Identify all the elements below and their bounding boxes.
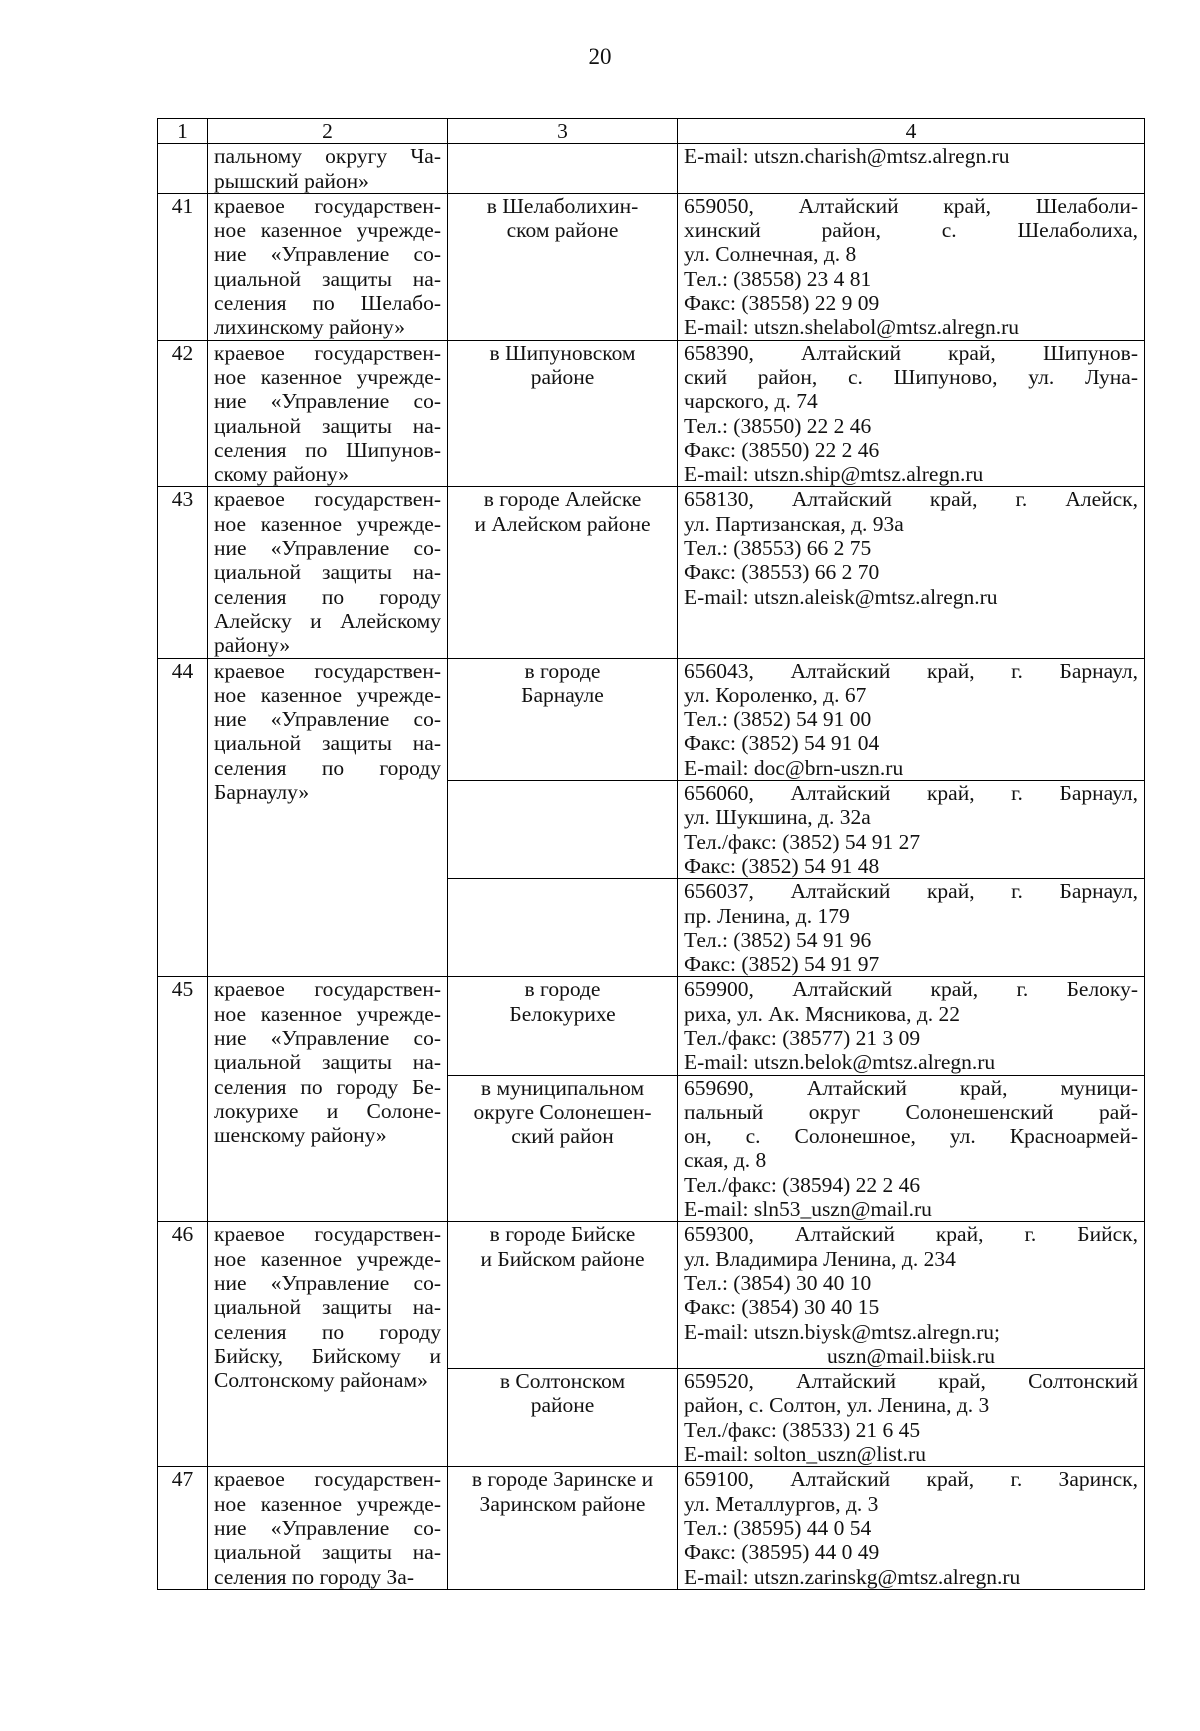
address-text: риха, ул. Ак. Мясникова, д. 22 — [684, 1001, 961, 1026]
organization-name-line: циальной защиты на- — [214, 1295, 441, 1320]
address-text: пальный округ Солонешенский рай- — [684, 1099, 1138, 1124]
organization-name-line: селения по городу — [214, 584, 441, 609]
phone-text: Тел./факс: (38533) 21 6 45 — [684, 1417, 921, 1442]
service-area — [448, 879, 678, 977]
fax-text: Факс: (38595) 44 0 49 — [684, 1540, 880, 1565]
organization-name-line: ние «Управление со- — [214, 389, 441, 414]
email-text: E-mail: solton_uszn@list.ru — [684, 1442, 926, 1467]
table-body — [158, 144, 1145, 1590]
address-text: ский район, с. Шипуново, ул. Луна- — [684, 364, 1138, 389]
organization-name — [208, 658, 448, 977]
column-header: 2 — [208, 119, 448, 144]
address-text: 658130, Алтайский край, г. Алейск, — [684, 487, 1138, 512]
organization-name-line: шенскому району» — [214, 1123, 387, 1148]
table-row — [158, 977, 1145, 1075]
phone-text: Тел.: (38595) 44 0 54 — [684, 1515, 872, 1540]
service-area-line: ский район — [511, 1124, 614, 1149]
email-text: E-mail: utszn.shelabol@mtsz.alregn.ru — [684, 315, 1020, 340]
organization-name-line: циальной защиты на- — [214, 560, 441, 585]
organization-name-line: ное казенное учрежде- — [214, 1001, 441, 1026]
column-header: 1 — [158, 119, 208, 144]
contact-details — [678, 781, 1145, 879]
phone-text: Тел.: (38558) 23 4 81 — [684, 266, 872, 291]
organization-name-line: циальной защиты на- — [214, 1050, 441, 1075]
organization-name-line: селения по городу Бе- — [214, 1074, 441, 1099]
contact-details — [678, 1075, 1145, 1222]
organization-name-line: ное казенное учрежде- — [214, 364, 441, 389]
phone-text: Тел./факс: (3852) 54 91 27 — [684, 829, 921, 854]
service-area-line: в Солтонском — [499, 1369, 626, 1394]
row-number: 43 — [158, 487, 208, 658]
service-area — [448, 1222, 678, 1369]
service-area-line: и Бийском районе — [480, 1246, 645, 1271]
organization-name-line: району» — [214, 633, 291, 658]
service-area — [448, 1369, 678, 1467]
address-text: 659690, Алтайский край, муници- — [684, 1075, 1138, 1100]
email-text: E-mail: utszn.aleisk@mtsz.alregn.ru — [684, 584, 998, 609]
phone-text: Тел.: (3854) 30 40 10 — [684, 1270, 872, 1295]
contact-details — [678, 1467, 1145, 1589]
organization-name — [208, 340, 448, 487]
address-text: 656060, Алтайский край, г. Барнаул, — [684, 781, 1138, 806]
organization-name-line: ное казенное учрежде- — [214, 1491, 441, 1516]
fax-text: Факс: (38550) 22 2 46 — [684, 437, 880, 462]
row-number — [158, 144, 208, 194]
contact-details — [678, 879, 1145, 977]
organization-name-line: Бийску, Бийскому и — [214, 1343, 441, 1368]
service-area-line: в городе — [524, 658, 601, 683]
table-row — [158, 144, 1145, 194]
organization-name-line: ние «Управление со- — [214, 242, 441, 267]
address-text: 659050, Алтайский край, Шелаболи- — [684, 193, 1138, 218]
column-header: 3 — [448, 119, 678, 144]
fax-text: Факс: (3852) 54 91 48 — [684, 853, 880, 878]
service-area-line: Белокурихе — [509, 1001, 616, 1026]
organization-name-line: селения по Шелабо- — [214, 291, 441, 316]
contact-details — [678, 658, 1145, 780]
email-text: E-mail: utszn.zarinskg@mtsz.alregn.ru — [684, 1564, 1021, 1589]
contact-details — [678, 977, 1145, 1075]
email-text: E-mail: utszn.biysk@mtsz.alregn.ru; — [684, 1319, 1000, 1344]
service-area — [448, 193, 678, 340]
phone-text: Тел./факс: (38577) 21 3 09 — [684, 1025, 921, 1050]
address-text: пр. Ленина, д. 179 — [684, 903, 850, 928]
address-text: 659100, Алтайский край, г. Заринск, — [684, 1467, 1138, 1492]
phone-text: Тел.: (38550) 22 2 46 — [684, 413, 872, 438]
organization-name — [208, 1467, 448, 1589]
organization-name-line: Алейску и Алейскому — [214, 608, 441, 633]
service-area-line: в Шипуновском — [489, 340, 636, 365]
page-number: 20 — [588, 44, 612, 69]
organization-name — [208, 144, 448, 194]
organization-name-line: краевое государствен- — [214, 487, 441, 512]
contact-details — [678, 144, 1145, 194]
organization-name-line: краевое государствен- — [214, 1222, 441, 1247]
organization-name-line: Солтонскому районам» — [214, 1368, 428, 1393]
organization-name-line: циальной защиты на- — [214, 1540, 441, 1565]
address-text: он, с. Солонешное, ул. Красноармей- — [684, 1124, 1138, 1149]
organization-name-line: ное казенное учрежде- — [214, 682, 441, 707]
email-text: E-mail: utszn.charish@mtsz.alregn.ru — [684, 144, 1010, 169]
organization-name-line: Барнаулу» — [214, 780, 310, 805]
address-text: чарского, д. 74 — [684, 389, 818, 414]
address-text: 656043, Алтайский край, г. Барнаул, — [684, 658, 1138, 683]
organization-name-line: краевое государствен- — [214, 340, 441, 365]
phone-text: Тел./факс: (38594) 22 2 46 — [684, 1172, 921, 1197]
organization-name-line: краевое государствен- — [214, 1467, 441, 1492]
service-area-line: в городе Бийске — [489, 1222, 636, 1247]
fax-text: Факс: (38553) 66 2 70 — [684, 560, 880, 585]
table-row — [158, 1467, 1145, 1589]
contact-details — [678, 1222, 1145, 1369]
table-row — [158, 340, 1145, 487]
email-text: E-mail: doc@brn-uszn.ru — [684, 755, 904, 780]
organization-name — [208, 977, 448, 1222]
service-area — [448, 1467, 678, 1589]
address-text: ская, д. 8 — [684, 1148, 767, 1173]
organization-name-line: краевое государствен- — [214, 977, 441, 1002]
table-row — [158, 1222, 1145, 1369]
service-area — [448, 781, 678, 879]
institutions-table — [157, 118, 1145, 1590]
fax-text: Факс: (3852) 54 91 97 — [684, 952, 880, 977]
phone-text: Тел.: (3852) 54 91 00 — [684, 707, 872, 732]
organization-name-line: рышский район» — [214, 168, 369, 193]
service-area-line: Заринском районе — [479, 1491, 646, 1516]
organization-name-line: циальной защиты на- — [214, 413, 441, 438]
address-text: ул. Короленко, д. 67 — [684, 682, 867, 707]
fax-text: Факс: (3854) 30 40 15 — [684, 1295, 880, 1320]
phone-text: Тел.: (38553) 66 2 75 — [684, 536, 872, 561]
email-text: E-mail: utszn.ship@mtsz.alregn.ru — [684, 462, 984, 487]
service-area — [448, 977, 678, 1075]
table-header-row — [158, 119, 1145, 144]
organization-name-line: ное казенное учрежде- — [214, 511, 441, 536]
service-area-line: в городе Алейске — [483, 487, 642, 512]
fax-text: Факс: (38558) 22 9 09 — [684, 291, 880, 316]
address-text: 658390, Алтайский край, Шипунов- — [684, 340, 1138, 365]
address-text: 659300, Алтайский край, г. Бийск, — [684, 1222, 1138, 1247]
service-area-line: Барнауле — [521, 682, 604, 707]
address-text: хинский район, с. Шелаболиха, — [684, 218, 1138, 243]
service-area — [448, 1075, 678, 1222]
service-area — [448, 487, 678, 658]
table-row — [158, 658, 1145, 780]
service-area-line: ском районе — [506, 218, 619, 243]
address-text: 659520, Алтайский край, Солтонский — [684, 1369, 1138, 1394]
organization-name-line: локурихе и Солоне- — [214, 1098, 441, 1123]
row-number: 45 — [158, 977, 208, 1222]
organization-name — [208, 193, 448, 340]
organization-name-line: ное казенное учрежде- — [214, 218, 441, 243]
service-area-line: округе Солонешен- — [473, 1099, 652, 1124]
contact-details — [678, 340, 1145, 487]
organization-name-line: селения по городу За- — [214, 1564, 414, 1589]
service-area — [448, 658, 678, 780]
row-number: 46 — [158, 1222, 208, 1467]
email-text: E-mail: sln53_uszn@mail.ru — [684, 1197, 932, 1222]
organization-name-line: ние «Управление со- — [214, 1270, 441, 1295]
row-number: 42 — [158, 340, 208, 487]
organization-name-line: скому району» — [214, 462, 350, 487]
organization-name-line: селения по городу — [214, 755, 441, 780]
organization-name-line: пальному округу Ча- — [214, 144, 441, 169]
address-text: район, с. Солтон, ул. Ленина, д. 3 — [684, 1393, 990, 1418]
row-number: 41 — [158, 193, 208, 340]
organization-name — [208, 487, 448, 658]
row-number: 44 — [158, 658, 208, 977]
organization-name-line: ние «Управление со- — [214, 1025, 441, 1050]
service-area-line: районе — [530, 1393, 595, 1418]
table-row — [158, 487, 1145, 658]
address-text: ул. Шукшина, д. 32а — [684, 805, 871, 830]
contact-details — [678, 193, 1145, 340]
service-area-line: в Шелаболихин- — [486, 193, 639, 218]
organization-name-line: краевое государствен- — [214, 658, 441, 683]
address-text: ул. Владимира Ленина, д. 234 — [684, 1246, 956, 1271]
organization-name-line: ное казенное учрежде- — [214, 1246, 441, 1271]
service-area — [448, 144, 678, 194]
address-text: ул. Солнечная, д. 8 — [684, 242, 857, 267]
service-area-line: районе — [530, 364, 595, 389]
organization-name-line: селения по городу — [214, 1319, 441, 1344]
contact-details — [678, 487, 1145, 658]
organization-name-line: краевое государствен- — [214, 193, 441, 218]
email-text: E-mail: utszn.belok@mtsz.alregn.ru — [684, 1050, 996, 1075]
address-text: ул. Партизанская, д. 93а — [684, 511, 904, 536]
organization-name-line: циальной защиты на- — [214, 731, 441, 756]
service-area-line: в городе — [524, 977, 601, 1002]
organization-name-line: ние «Управление со- — [214, 1515, 441, 1540]
organization-name-line: селения по Шипунов- — [214, 437, 441, 462]
email-text: uszn@mail.biisk.ru — [827, 1343, 995, 1368]
row-number: 47 — [158, 1467, 208, 1589]
address-text: 659900, Алтайский край, г. Белоку- — [684, 977, 1138, 1002]
service-area-line: и Алейском районе — [474, 511, 651, 536]
organization-name — [208, 1222, 448, 1467]
service-area — [448, 340, 678, 487]
organization-name-line: ние «Управление со- — [214, 536, 441, 561]
phone-text: Тел.: (3852) 54 91 96 — [684, 927, 872, 952]
fax-text: Факс: (3852) 54 91 04 — [684, 731, 880, 756]
organization-name-line: лихинскому району» — [214, 315, 406, 340]
address-text: ул. Металлургов, д. 3 — [684, 1491, 879, 1516]
column-header: 4 — [678, 119, 1145, 144]
contact-details — [678, 1369, 1145, 1467]
table-row — [158, 193, 1145, 340]
service-area-line: в городе Заринске и — [471, 1467, 654, 1492]
address-text: 656037, Алтайский край, г. Барнаул, — [684, 879, 1138, 904]
service-area-line: в муниципальном — [480, 1075, 645, 1100]
organization-name-line: циальной защиты на- — [214, 266, 441, 291]
organization-name-line: ние «Управление со- — [214, 707, 441, 732]
